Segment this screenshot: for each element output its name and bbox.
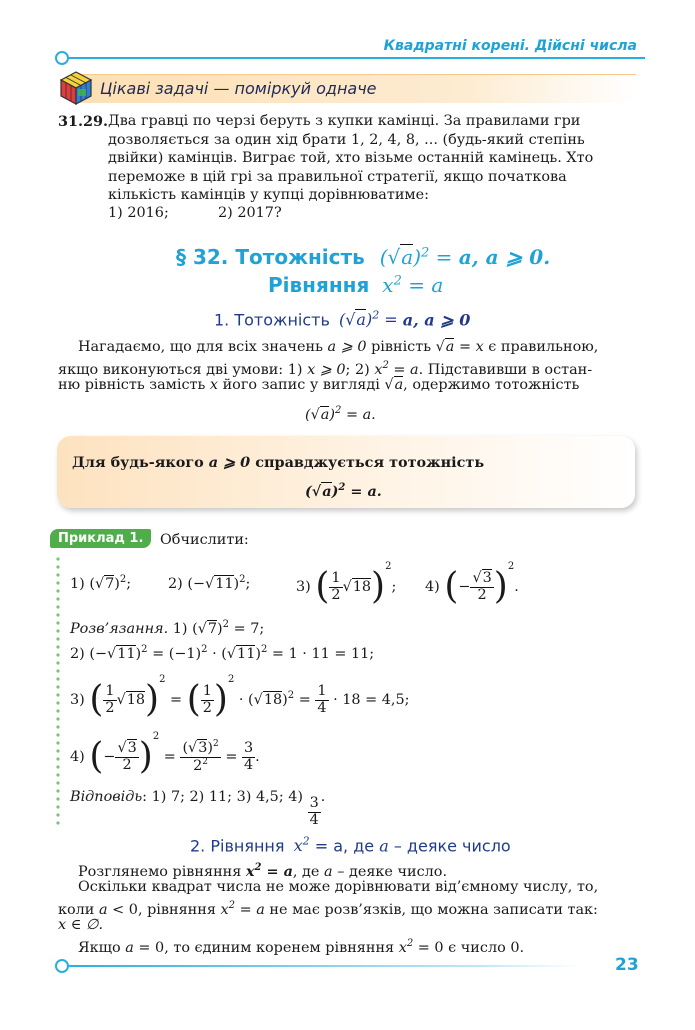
section-title2: Рівняння bbox=[268, 273, 370, 297]
task-2: 2) $(-√11)^2$; bbox=[168, 574, 251, 592]
subsection-2-tail: – деяке число bbox=[393, 836, 511, 856]
header-rule-dot bbox=[55, 51, 69, 65]
task-4: 4) (− $\frac{√3}{2}$ )$^2$. bbox=[425, 561, 519, 607]
math-run: = a. bbox=[341, 406, 376, 423]
section-title: § 32. Тотожність $(√a)^2 = a$, a ⩾ 0. bbox=[176, 245, 551, 269]
subsection-1-title: 1. Тотожність $(√a)^2 = a$, a ⩾ 0 bbox=[214, 309, 471, 330]
problem-option-2: 2) 2017? bbox=[218, 205, 282, 221]
text-run: ню рівність замість bbox=[58, 377, 210, 393]
answer-values: : 1) 7; 2) 11; 3) 4,5; 4) bbox=[142, 789, 304, 805]
solution-line-2: 2) $(-√11)^2 = (-1)^2 \cdot (√11)^2 = 1 \cdot 11 = 11$; bbox=[70, 644, 375, 662]
math-run: x bbox=[209, 377, 219, 393]
text-run: його запис у вигляді bbox=[218, 377, 385, 393]
solution-label: Розв’язання. bbox=[70, 620, 169, 637]
subsection-1-rest: a, a ⩾ 0 bbox=[402, 310, 471, 330]
text-run: – деяке число. bbox=[337, 863, 448, 880]
solution-line-1: Розв’язання. 1) $(√7)^2 = 7$; bbox=[70, 619, 265, 637]
banner-title: Цікаві задачі — поміркуй одначе bbox=[100, 79, 377, 98]
solution-line-3: 3) ( $\frac{1}{2}$ √18)$^2$ = ( $\frac{1}{2}$ )$^2 \cdot (√18)^2$ = $\frac{1}{4}$ · 18 = 4,5; bbox=[70, 674, 410, 720]
para1-line3: ню рівність замість x його запис у вигляді √a, одержимо тотожність bbox=[58, 377, 580, 393]
task-1: 1) $(√7)^2$; bbox=[70, 574, 132, 592]
running-header: Квадратні корені. Дійсні числа bbox=[383, 38, 637, 54]
problem-text bbox=[108, 112, 634, 205]
para1-line2: якщо виконуються дві умови: 1) x ⩾ 0; 2) $x^2 = a$. Підставивши в остан- bbox=[58, 360, 593, 378]
text-run: якщо виконуються дві умови: 1) bbox=[58, 361, 308, 378]
text-run: . Підставивши в остан- bbox=[418, 361, 593, 378]
subsection-1-label: 1. Тотожність bbox=[214, 310, 330, 330]
para2-line3: коли a < 0, рівняння $x^2 = a$ не має розв’язків, що можна записати так: bbox=[58, 900, 598, 918]
text-run: рівність bbox=[366, 339, 436, 355]
example-dotted-rule bbox=[56, 555, 60, 825]
identity-formula: $(√a)^2 = a$. bbox=[305, 405, 376, 423]
text-run: є правильною, bbox=[483, 339, 599, 355]
section-title2-math: = a bbox=[408, 273, 444, 297]
problem-option-1: 1) 2016; bbox=[108, 205, 169, 221]
text-run: коли bbox=[58, 901, 99, 918]
math-run: = a bbox=[266, 862, 293, 880]
math-run: = a bbox=[239, 901, 265, 918]
text-run: Розглянемо рівняння bbox=[78, 863, 242, 880]
para2-line4: x ∈ ∅. bbox=[58, 917, 104, 933]
problem-line: кількість камінців у купці дорівнюватиме: bbox=[108, 187, 429, 203]
section-title-line2: Рівняння $x^2 = a$ bbox=[268, 273, 444, 297]
math-run: = x bbox=[454, 339, 484, 355]
rule-text bbox=[72, 454, 484, 472]
example-badge: Приклад 1. bbox=[50, 529, 151, 548]
text-run: справджується тотожність bbox=[255, 454, 485, 471]
example-task: Обчислити: bbox=[160, 532, 249, 548]
subsection-2-title: 2. Рівняння $x^2 = a$, де a – деяке число bbox=[190, 835, 511, 856]
math-run: x ⩾ 0 bbox=[307, 361, 346, 378]
solution-line-4: 4) (− $\frac{√3}{2}$ )$^2$ = $\frac{(√3)^2}{2^2}$ = $\frac{3}{4}$ . bbox=[70, 731, 260, 777]
problem-line: дозволяється за один хід брати 1, 2, 4, 8, ... (будь-який степінь bbox=[108, 131, 585, 148]
answer-label: Відповідь bbox=[70, 789, 143, 805]
problem-line: переможе в цій грі за правильної стратегії, якщо початкова bbox=[108, 168, 567, 185]
math-run: a ⩾ 0 bbox=[327, 339, 367, 355]
rule-formula: $(√a)^2 = a$. bbox=[305, 482, 382, 500]
header-rule bbox=[60, 57, 645, 59]
text-run: , де bbox=[292, 863, 320, 880]
para1-line1: Нагадаємо, що для всіх значень a ⩾ 0 рівність √a = x є правильною, bbox=[78, 339, 599, 355]
text-run: Якщо bbox=[78, 939, 121, 956]
text-run: , рівняння bbox=[137, 901, 216, 918]
section-title-prefix: § 32. Тотожність bbox=[176, 245, 365, 269]
text-run: Для будь-якого bbox=[72, 454, 204, 471]
text-run: , одержимо тотожність bbox=[403, 377, 580, 393]
answer-line: Відповідь: 1) 7; 2) 11; 3) 4,5; 4) $\frac{3}{4}$ . bbox=[70, 789, 326, 828]
subsection-2-rest: = a, де bbox=[314, 836, 375, 856]
para2-line5: Якщо a = 0, то єдиним коренем рівняння $x^2 = 0$ є число 0. bbox=[78, 938, 525, 956]
footer-rule bbox=[62, 965, 582, 967]
text-run: = 0, то єдиним коренем рівняння bbox=[138, 939, 395, 956]
math-run: a ⩾ 0 bbox=[208, 454, 251, 471]
text-run: не має розв’язків, що можна записати так: bbox=[269, 901, 598, 918]
section-title-rest: a, a ⩾ 0. bbox=[458, 245, 551, 269]
math-run: = a bbox=[388, 361, 419, 378]
text-run: = 0 є число 0. bbox=[417, 939, 525, 956]
problem-line: Два гравці по черзі беруть з купки камінці. За правилами гри bbox=[108, 113, 581, 129]
math-run: = a. bbox=[345, 482, 382, 500]
para2-line1: Розглянемо рівняння $x^2 = a$, де a – деяке число. bbox=[78, 862, 448, 880]
rubiks-cube-icon bbox=[58, 70, 94, 106]
subsection-2-label: 2. Рівняння bbox=[190, 836, 285, 856]
footer-rule-dot bbox=[55, 959, 69, 973]
problem-number: 31.29. bbox=[58, 113, 109, 130]
problem-line: двійки) камінців. Виграє той, хто візьме останній камінець. Хто bbox=[108, 150, 594, 166]
task-3: 3) ( $\frac{1}{2}$ √18)$^2$; bbox=[296, 561, 397, 607]
text-run: ; 2) bbox=[345, 361, 375, 378]
para2-line2: Оскільки квадрат числа не може дорівнювати від’ємному числу, то, bbox=[78, 879, 599, 895]
page-number: 23 bbox=[615, 955, 639, 975]
text-run: Нагадаємо, що для всіх значень bbox=[78, 339, 328, 355]
